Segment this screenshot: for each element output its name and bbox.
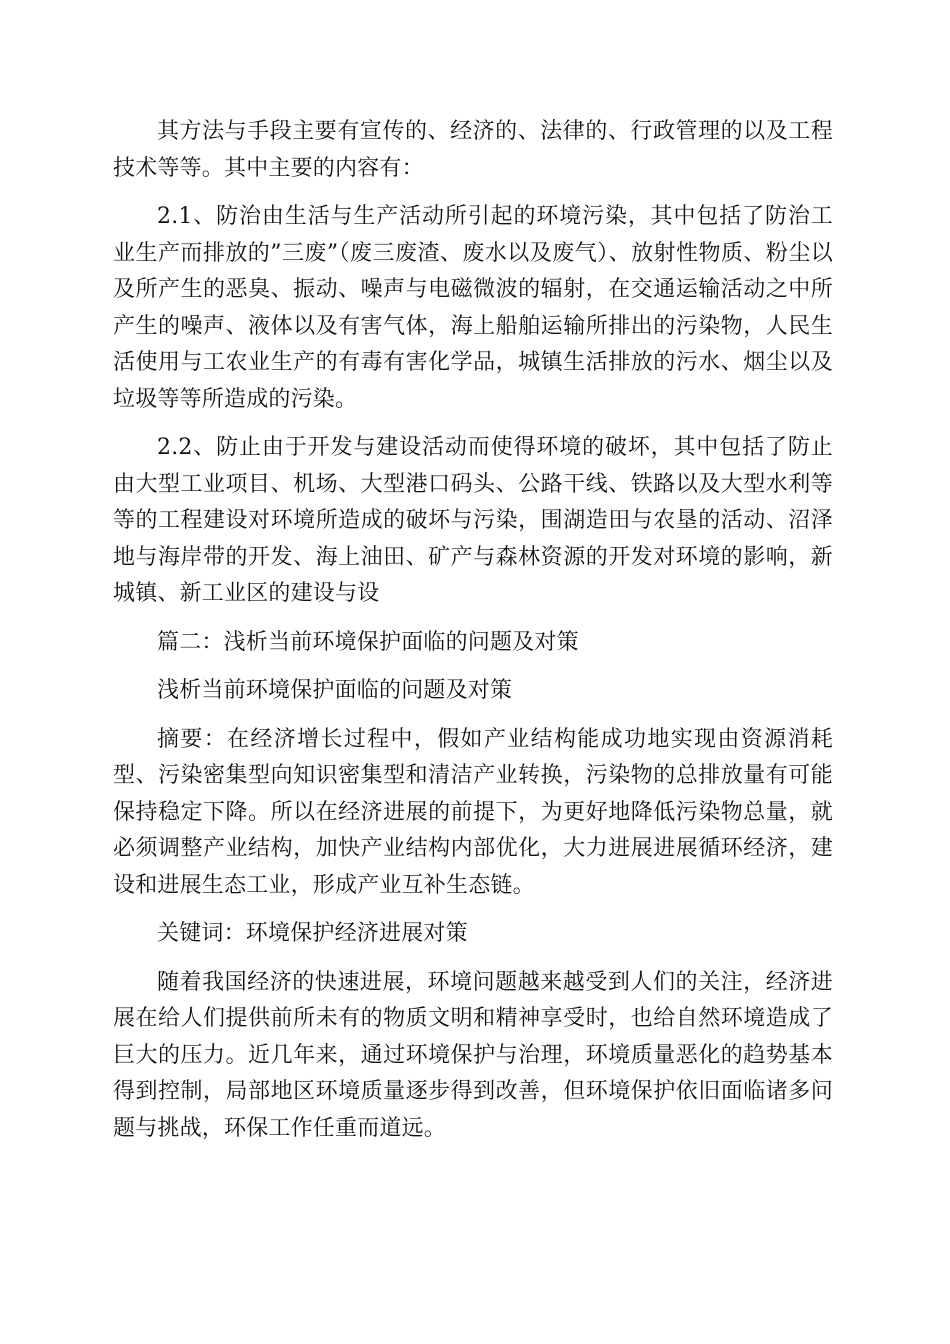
paragraph-abstract: 摘要：在经济增长过程中，假如产业结构能成功地实现由资源消耗型、污染密集型向知识密集型和清洁产业转换，污染物的总排放量有可能保持稳定下降。所以在经济进展的前提下，为更好地降低污染物总量，就必须调整产业结构，加快产业结构内部优化，大力进展进展循环经济，建设和进展生态工业，形成产业互补生态链。: [113, 726, 833, 898]
paragraph-methods-intro: 其方法与手段主要有宣传的、经济的、法律的、行政管理的以及工程技术等等。其中主要的内容有：: [113, 119, 833, 181]
article-title: 浅析当前环境保护面临的问题及对策: [157, 678, 513, 703]
paragraph-keywords: 关键词：环境保护经济进展对策: [157, 921, 468, 946]
paragraph-introduction: 随着我国经济的快速进展，环境问题越来越受到人们的关注，经济进展在给人们提供前所未有的物质文明和精神享受时，也给自然环境造成了巨大的压力。近几年来，通过环境保护与治理，环境质量恶化的趋势基本得到控制，局部地区环境质量逐步得到改善，但环境保护依旧面临诸多问题与挑战，环保工作任重而道远。: [113, 969, 833, 1141]
paragraph-section-2-2: 2.2、防止由于开发与建设活动而使得环境的破坏，其中包括了防止由大型工业项目、机场、大型港口码头、公路干线、铁路以及大型水利等等的工程建设对环境所造成的破坏与污染，围湖造田与农垦的活动、沼泽地与海岸带的开发、海上油田、矿产与森林资源的开发对环境的影响，新城镇、新工业区的建设与设: [113, 435, 833, 606]
article-two-heading: 篇二：浅析当前环境保护面临的问题及对策: [157, 629, 579, 655]
paragraph-section-2-1: 2.1、防治由生活与生产活动所引起的环境污染，其中包括了防治工业生产而排放的”三废”（废三废渣、废水以及废气）、放射性物质、粉尘以及所产生的恶臭、振动、噪声与电磁微波的辐射，在交通运输活动之中所产生的噪声、液体以及有害气体，海上船舶运输所排出的污染物，人民生活使用与工农业生产的有毒有害化学品，城镇生活排放的污水、烟尘以及垃圾等等所造成的污染。: [113, 204, 833, 412]
